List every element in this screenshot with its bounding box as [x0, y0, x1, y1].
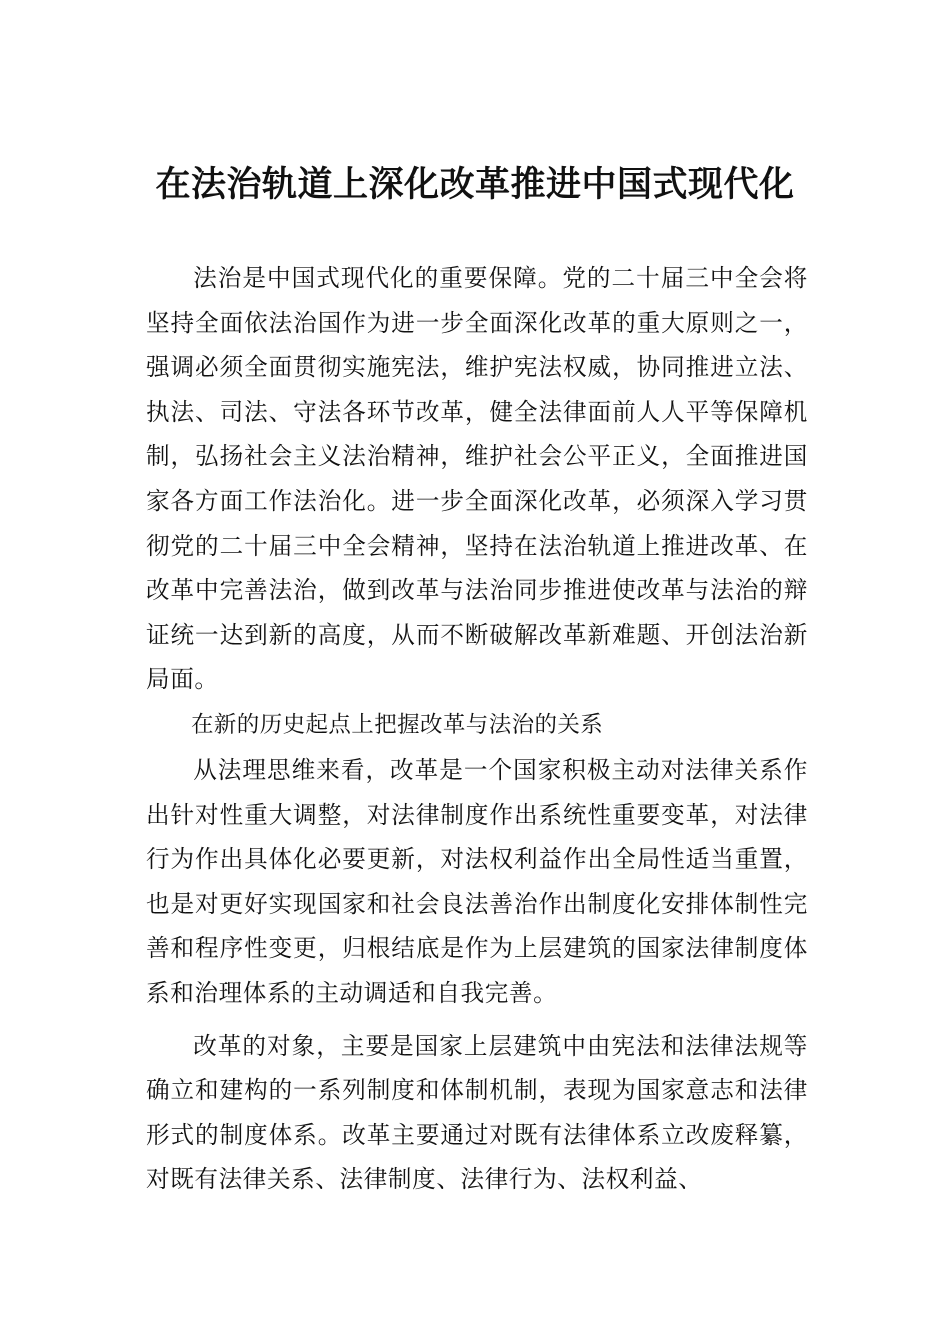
section-heading: 在新的历史起点上把握改革与法治的关系: [191, 711, 604, 738]
paragraph-intro: 法治是中国式现代化的重要保障。党的二十届三中全会将坚持全面依法治国作为进一步全面深化改革的重大原则之一，强调必须全面贯彻实施宪法，维护宪法权威，协同推进立法、执法、司法、守法各环节改革，健全法律面前人人平等保障机制，弘扬社会主义法治精神，维护社会公平正义，全面推进国家各方面工作法治化。进一步全面深化改革，必须深入学习贯彻党的二十届三中全会精神，坚持在法治轨道上推进改革、在改革中完善法治，做到改革与法治同步推进使改革与法治的辩证统一达到新的高度，从而不断破解改革新难题、开创法治新局面。: [146, 264, 808, 694]
paragraph-legal-reasoning: 从法理思维来看，改革是一个国家积极主动对法律关系作出针对性重大调整，对法律制度作出系统性重要变革，对法律行为作出具体化必要更新，对法权利益作出全局性适当重置，也是对更好实现国家和社会良法善治作出制度化安排体制性完善和程序性变更，归根结底是作为上层建筑的国家法律制度体系和治理体系的主动调适和自我完善。: [146, 755, 808, 1007]
document-body: [146, 256, 808, 1202]
paragraph-reform-object: 改革的对象，主要是国家上层建筑中由宪法和法律法规等确立和建构的一系列制度和体制机制，表现为国家意志和法律形式的制度体系。改革主要通过对既有法律体系立改废释纂，对既有法律关系、法律制度、法律行为、法权利益、: [146, 1031, 808, 1194]
document-title: 在法治轨道上深化改革推进中国式现代化: [155, 164, 795, 205]
